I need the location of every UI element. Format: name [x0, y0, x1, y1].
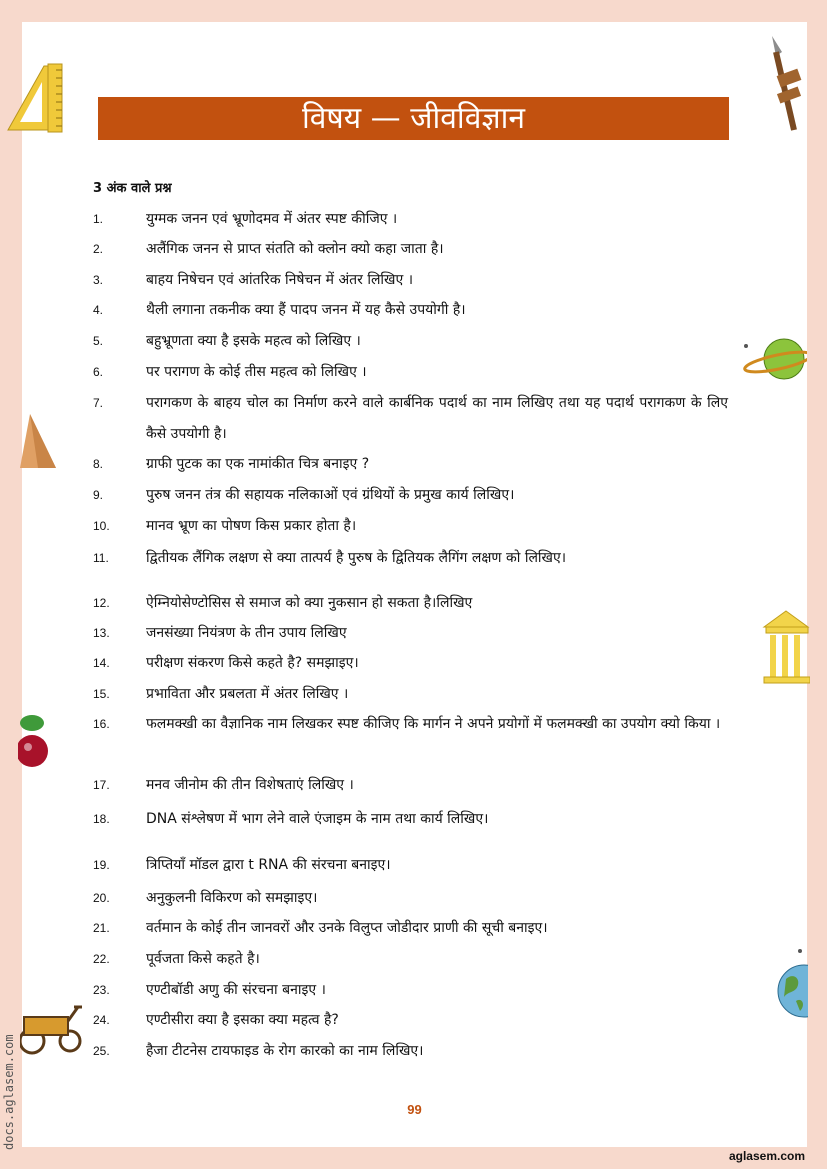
question-text: फलमक्खी का वैज्ञानिक नाम लिखकर स्पष्ट कीजिए कि मार्गन ने अपने प्रयोगों में फलमक्खी का उपयोग क्यो किया । — [146, 716, 721, 732]
question-number: 15. — [93, 687, 110, 701]
question-number: 23. — [93, 983, 110, 997]
question-text: युग्मक जनन एवं भ्रूणोदमव में अंतर स्पष्ट कीजिए । — [146, 211, 398, 227]
question-number: 25. — [93, 1044, 110, 1058]
question-number: 8. — [93, 457, 104, 471]
question-text: मानव भ्रूण का पोषण किस प्रकार होता है। — [146, 518, 357, 534]
document-page — [22, 22, 807, 1147]
question-number: 20. — [93, 891, 110, 905]
question-number: 13. — [93, 626, 110, 640]
question-text: थैली लगाना तकनीक क्या हैं पादप जनन में यह कैसे उपयोगी है। — [146, 302, 466, 318]
question-number: 12. — [93, 596, 110, 610]
site-footer-link[interactable]: aglasem.com — [728, 1149, 805, 1163]
question-number: 5. — [93, 334, 104, 348]
section-heading: 3 अंक वाले प्रश्न — [93, 181, 172, 196]
question-text: त्रिप्तियाँ मॉडल द्वारा t RNA की संरचना बनाइए। — [146, 857, 391, 873]
question-number: 24. — [93, 1013, 110, 1027]
question-text: एण्टीसीरा क्या है इसका क्या महत्व है? — [146, 1012, 339, 1028]
question-text: हैजा टीटनेस टायफाइड के रोग कारको का नाम लिखिए। — [146, 1043, 424, 1059]
question-text: पर परागण के कोई तीस महत्व को लिखिए । — [146, 364, 367, 380]
side-watermark: docs.aglasem.com — [2, 1034, 16, 1150]
subject-title-bar — [98, 97, 729, 140]
question-text: DNA संश्लेषण में भाग लेने वाले एंजाइम के नाम तथा कार्य लिखिए। — [146, 811, 489, 827]
question-number: 4. — [93, 303, 104, 317]
ruler-icon — [4, 62, 68, 134]
question-text: प्रभाविता और प्रबलता में अंतर लिखिए । — [146, 686, 349, 702]
question-number: 3. — [93, 273, 104, 287]
question-number: 22. — [93, 952, 110, 966]
question-number: 17. — [93, 778, 110, 792]
question-number: 2. — [93, 242, 104, 256]
question-number: 16. — [93, 717, 110, 731]
temple-icon — [762, 607, 810, 687]
question-number: 1. — [93, 212, 104, 226]
globe-icon — [774, 947, 808, 1022]
bicycle-icon — [20, 997, 84, 1057]
question-text: परागकण के बाहय चोल का निर्माण करने वाले कार्बनिक पदार्थ का नाम लिखिए तथा यह पदार्थ परागकण के लिए कैसे उपयोगी है। — [146, 395, 728, 442]
question-text: ऐम्नियोसेण्टोसिस से समाज को क्या नुकसान हो सकता है।लिखिए — [146, 595, 473, 611]
question-text: वर्तमान के कोई तीन जानवरों और उनके विलुप्त जोडीदार प्राणी की सूची बनाइए। — [146, 920, 548, 936]
question-text: द्वितीयक लैंगिक लक्षण से क्या तात्पर्य है पुरुष के द्वितियक लैगिंग लक्षण को लिखिए। — [146, 550, 567, 566]
question-text: अनुकुलनी विकिरण को समझाइए। — [146, 890, 318, 906]
question-number: 7. — [93, 396, 104, 410]
question-text: जनसंख्या नियंत्रण के तीन उपाय लिखिए — [146, 625, 347, 641]
question-number: 11. — [93, 551, 109, 565]
question-text: परीक्षण संकरण किसे कहते है? समझाइए। — [146, 655, 359, 671]
question-number: 21. — [93, 921, 110, 935]
question-text: बहुभ्रूणता क्या है इसके महत्व को लिखिए । — [146, 333, 361, 349]
subject-title: विषय — जीवविज्ञान — [301, 101, 526, 136]
planet-icon — [742, 334, 807, 384]
question-text: मनव जीनोम की तीन विशेषताएं लिखिए । — [146, 777, 354, 793]
apple-icon — [18, 707, 58, 777]
question-number: 14. — [93, 656, 110, 670]
question-text: अलैंगिक जनन से प्राप्त संतति को क्लोन क्यो कहा जाता है। — [146, 241, 444, 257]
question-text: पुरुष जनन तंत्र की सहायक नलिकाओं एवं ग्रंथियों के प्रमुख कार्य लिखिए। — [146, 487, 515, 503]
pyramid-icon — [20, 412, 60, 472]
question-number: 18. — [93, 812, 110, 826]
page-number: 99 — [407, 1102, 422, 1117]
pickaxe-icon — [764, 34, 804, 134]
question-text: एण्टीबॉडी अणु की संरचना बनाइए । — [146, 982, 326, 998]
question-number: 6. — [93, 365, 104, 379]
question-number: 19. — [93, 858, 110, 872]
question-number: 9. — [93, 488, 104, 502]
question-text: पूर्वजता किसे कहते है। — [146, 951, 260, 967]
question-number: 10. — [93, 519, 110, 533]
question-text: ग्राफी पुटक का एक नामांकीत चित्र बनाइए ? — [146, 456, 370, 472]
question-text: बाहय निषेचन एवं आंतरिक निषेचन में अंतर लिखिए । — [146, 272, 414, 288]
